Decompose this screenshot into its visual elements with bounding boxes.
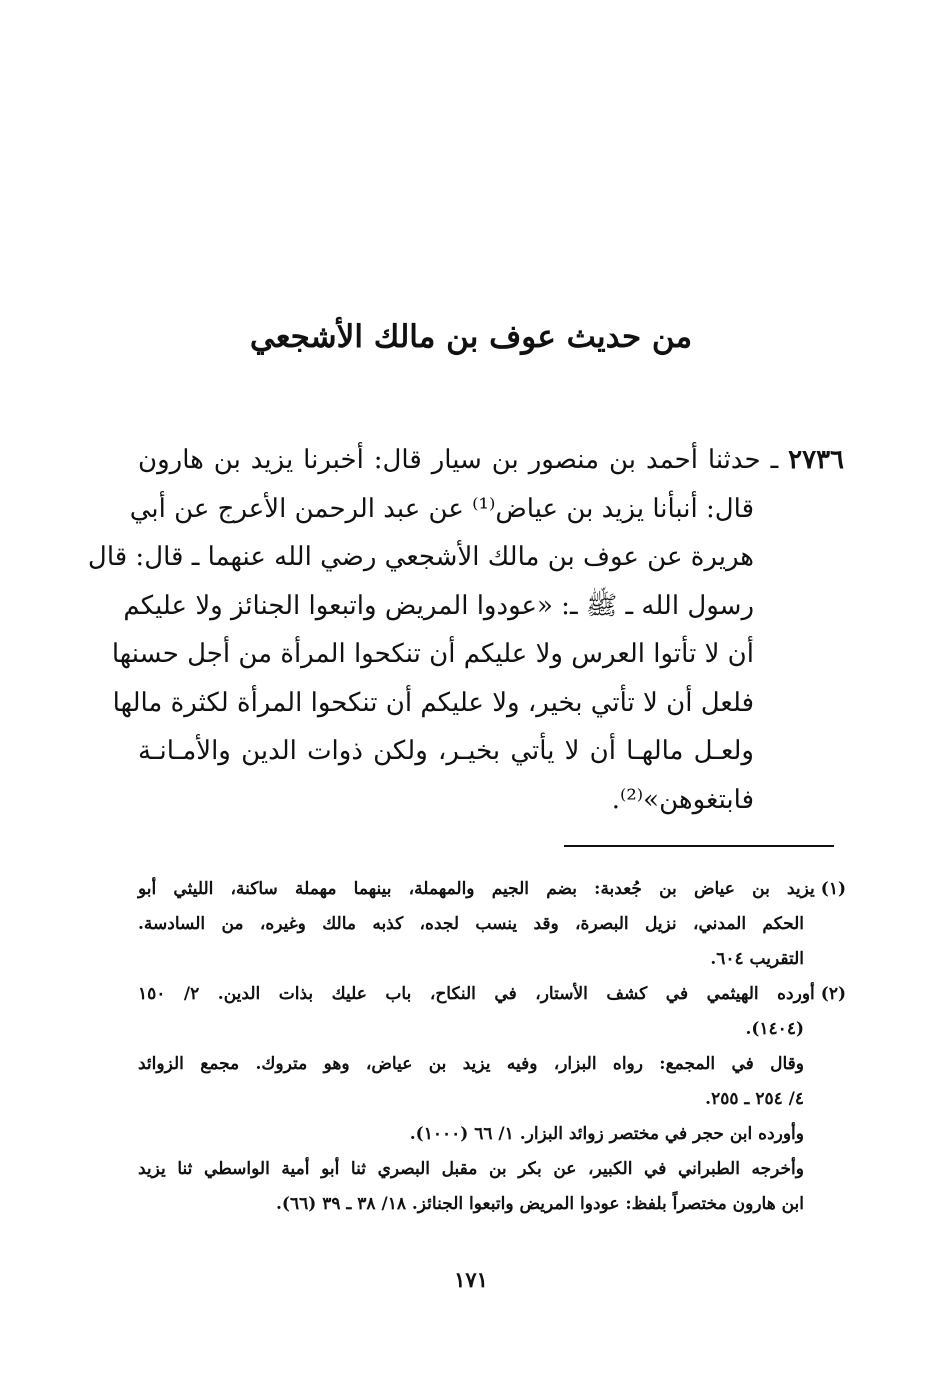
footnote-line: ٤/ ٢٥٤ ـ ٢٥٥. [705,1089,804,1109]
footnote-line [138,977,846,1012]
hadith-line: ولعـل مالهـا أن لا يأتي بخيـر، ولكن ذوات الدين والأمـانـة [138,736,754,766]
footnote-number: (٢) [820,984,846,1004]
footnotes [138,872,846,1222]
hadith-line: ٢٧٣٦ ـ حدثنا أحمد بن منصور بن سيار قال: أخبرنا يزيد بن هارون [138,445,844,475]
footnote-line: الحكم المدني، نزيل البصرة، وقد ينسب لجده، كذبه مالك وغيره، من السادسة. [138,914,804,934]
hadith-line: قال: أنبأنا يزيد بن عياض⁽¹⁾ عن عبد الرحمن الأعرج عن أبي [129,493,754,524]
page-number: ١٧١ [454,1267,488,1292]
footnote-line: وقال في المجمع: رواه البزار، وفيه يزيد بن عياض، وهو متروك. مجمع الزوائد [138,1054,804,1074]
footnote-line: ابن هارون مختصراً بلفظ: عودوا المريض واتبعوا الجنائز. ١٨/ ٣٨ ـ ٣٩ (٦٦). [276,1194,804,1214]
hadith-line: فلعل أن لا تأتي بخير، ولا عليكم أن تنكحوا المرأة لكثرة مالها [112,687,754,718]
footnote-text: يزيد بن عياض بن جُعدبة: بضم الجيم والمهملة، بينهما مهملة ساكنة، الليثي أبو [138,879,815,899]
hadith-line: فابتغوهن»⁽²⁾. [611,784,754,815]
footnote-line: التقريب ٦٠٤. [710,949,804,969]
footnote-line: وأخرجه الطبراني في الكبير، عن بكر بن مقبل البصري ثنا أبو أمية الواسطي ثنا يزيد [138,1159,804,1179]
hadith-line: هريرة عن عوف بن مالك الأشجعي رضي الله عنهما ـ قال: قال [87,542,754,572]
footnote-line: (١٤٠٤). [745,1019,804,1039]
footnote-line [138,872,846,907]
footnote-line: وأورده ابن حجر في مختصر زوائد البزار. ١/ ٦٦ (١٠٠٠). [409,1124,804,1144]
hadith-line-text: حدثنا أحمد بن منصور بن سيار قال: أخبرنا يزيد بن هارون [138,445,761,475]
hadith-line: رسول الله ـ ﷺ ـ: «عودوا المريض واتبعوا الجنائز ولا عليكم [123,590,754,621]
hadith-block [87,436,844,824]
chapter-title: من حديث عوف بن مالك الأشجعي [249,319,693,355]
footnote-text: أورده الهيثمي في كشف الأستار، في النكاح، باب عليك بذات الدين. ٢/ ١٥٠ [138,984,815,1004]
hadith-line: أن لا تأتوا العرس ولا عليكم أن تنكحوا المرأة من أجل حسنها [111,639,754,669]
footnote-divider [564,845,834,847]
footnote-number: (١) [820,879,846,899]
hadith-number: ٢٧٣٦ [788,445,844,475]
